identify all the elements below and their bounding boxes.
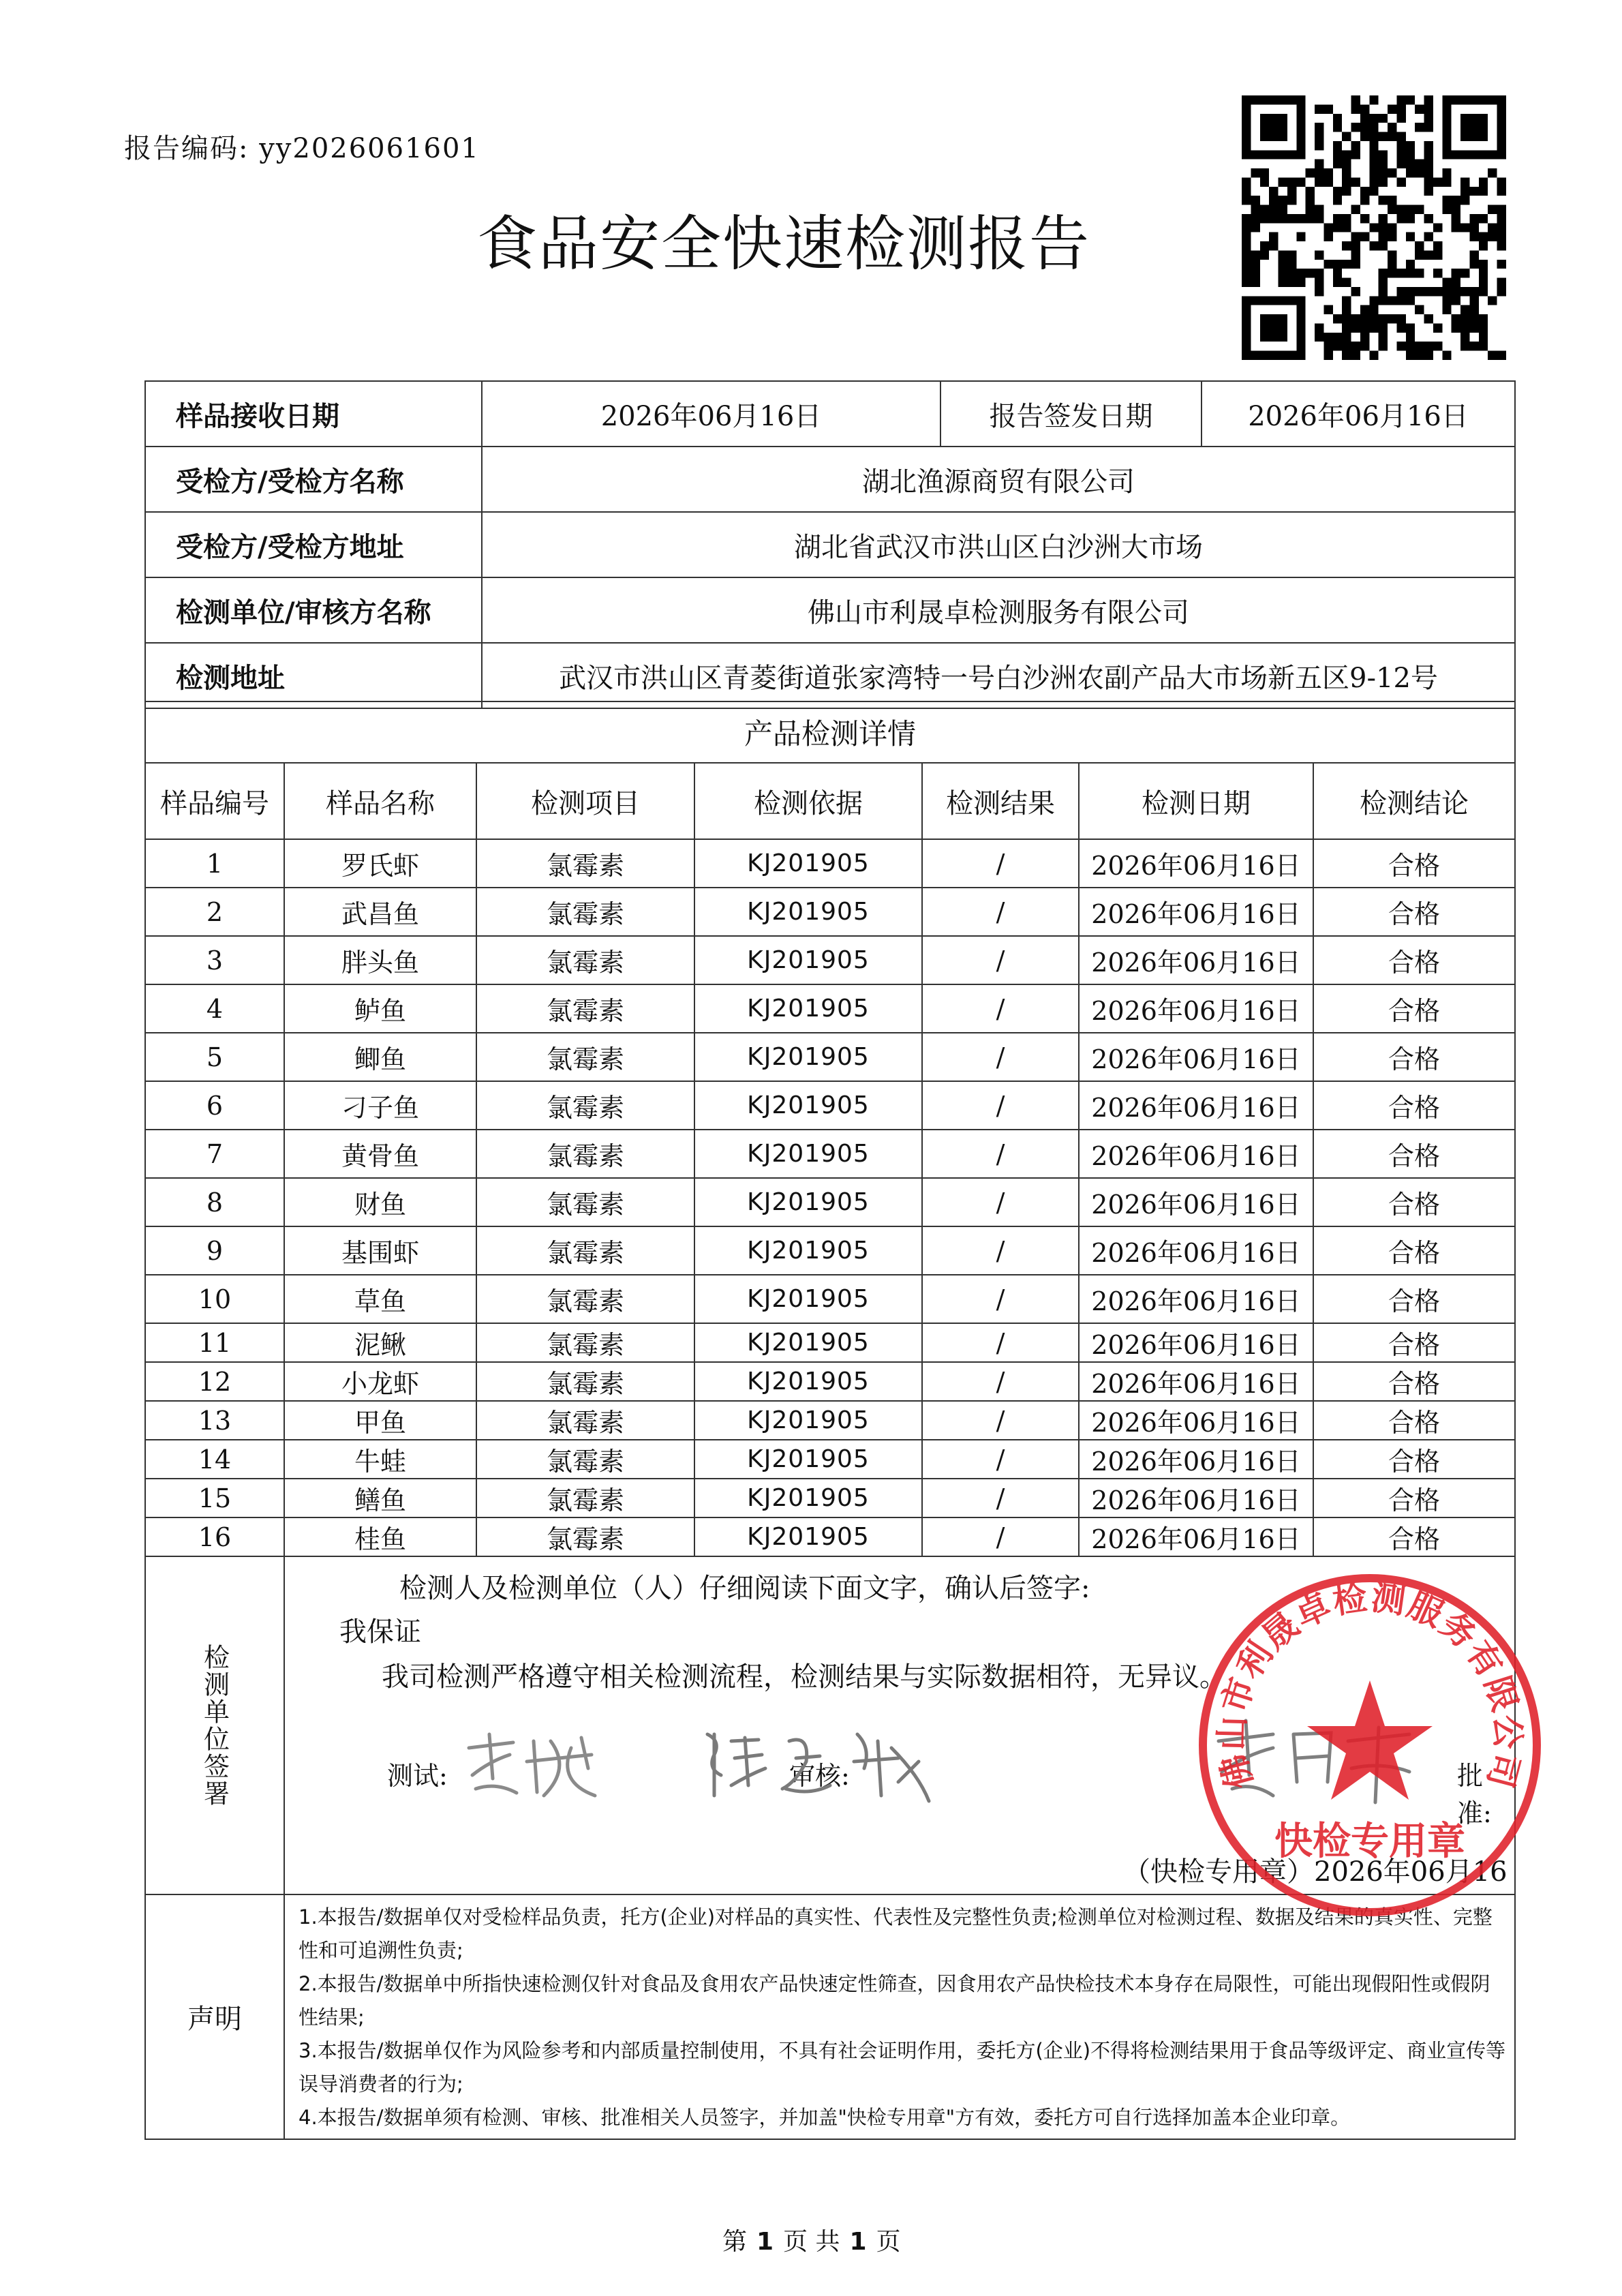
cell-test-date: 2026年06月16日 [1079,1479,1313,1517]
footer-prefix: 第 [722,2228,748,2256]
header-test-basis: 检测依据 [694,763,922,839]
cell-test-date: 2026年06月16日 [1079,1401,1313,1440]
cell-sample-no: 11 [145,1323,284,1362]
cell-sample-name: 桂鱼 [284,1517,476,1556]
cell-sample-no: 1 [145,839,284,888]
client-name-label: 受检方/受检方名称 [145,447,482,512]
cell-test-result: / [922,1440,1079,1479]
section-title: 产品检测详情 [145,701,1515,763]
page-title: 食品安全快速检测报告 [477,209,1091,279]
approver-label: 批准: [1457,1761,1492,1828]
svg-text:佛山市利晟卓检测服务有限公司: 佛山市利晟卓检测服务有限公司 [1212,1577,1528,1794]
report-info-table [144,380,1516,709]
header-test-result: 检测结果 [922,763,1079,839]
cell-conclusion: 合格 [1313,984,1515,1033]
cell-test-date: 2026年06月16日 [1079,1323,1313,1362]
issue-date-value: 2026年06月16日 [1202,381,1515,447]
cell-test-basis: KJ201905 [694,1479,922,1517]
report-number: 报告编码: yy2026061601 [124,133,480,164]
cell-test-result: / [922,1362,1079,1401]
declaration-text [284,1894,1515,2139]
cell-test-date: 2026年06月16日 [1079,1226,1313,1275]
cell-sample-name: 鲈鱼 [284,984,476,1033]
receive-date-value: 2026年06月16日 [482,381,940,447]
footer-suffix: 页 [876,2228,901,2256]
cell-test-date: 2026年06月16日 [1079,1178,1313,1226]
cell-conclusion: 合格 [1313,1401,1515,1440]
cell-test-item: 氯霉素 [476,1440,694,1479]
cell-test-result: / [922,1479,1079,1517]
cell-sample-no: 6 [145,1081,284,1130]
cell-sample-no: 2 [145,888,284,936]
cell-test-item: 氯霉素 [476,1033,694,1081]
table-row [145,1517,1515,1556]
receive-date-label: 样品接收日期 [145,381,482,447]
cell-sample-name: 鲫鱼 [284,1033,476,1081]
cell-test-item: 氯霉素 [476,1226,694,1275]
cell-sample-no: 10 [145,1275,284,1323]
cell-test-result: / [922,1033,1079,1081]
cell-test-basis: KJ201905 [694,1517,922,1556]
cell-test-basis: KJ201905 [694,1362,922,1401]
cell-sample-name: 刁子鱼 [284,1081,476,1130]
cell-test-basis: KJ201905 [694,1323,922,1362]
declaration-item: 4.本报告/数据单须有检测、审核、批准相关人员签字，并加盖"快检专用章"方有效，委托方可自行选择加盖本企业印章。 [299,2106,1351,2129]
table-row [145,839,1515,888]
table-row [145,1479,1515,1517]
cell-sample-name: 甲鱼 [284,1401,476,1440]
header-sample-no: 样品编号 [145,763,284,839]
cell-test-result: / [922,1323,1079,1362]
cell-test-item: 氯霉素 [476,1517,694,1556]
cell-test-item: 氯霉素 [476,984,694,1033]
cell-conclusion: 合格 [1313,1323,1515,1362]
cell-test-item: 氯霉素 [476,1479,694,1517]
cell-test-date: 2026年06月16日 [1079,1517,1313,1556]
signature-label: 检测单位签署 [199,1644,230,1807]
cell-test-result: / [922,1226,1079,1275]
lab-address-value: 武汉市洪山区青菱街道张家湾特一号白沙洲农副产品大市场新五区9-12号 [482,643,1515,708]
cell-conclusion: 合格 [1313,1130,1515,1178]
cell-conclusion: 合格 [1313,888,1515,936]
cell-sample-no: 14 [145,1440,284,1479]
table-row [145,936,1515,984]
cell-conclusion: 合格 [1313,936,1515,984]
cell-test-basis: KJ201905 [694,1081,922,1130]
cell-test-basis: KJ201905 [694,1401,922,1440]
cell-test-basis: KJ201905 [694,1178,922,1226]
cell-sample-name: 基围虾 [284,1226,476,1275]
client-name-value: 湖北渔源商贸有限公司 [482,447,1515,512]
cell-conclusion: 合格 [1313,1362,1515,1401]
cell-test-date: 2026年06月16日 [1079,936,1313,984]
cell-sample-no: 15 [145,1479,284,1517]
reviewer-signature-icon [694,1721,939,1809]
cell-conclusion: 合格 [1313,1178,1515,1226]
cell-conclusion: 合格 [1313,1440,1515,1479]
cell-sample-no: 5 [145,1033,284,1081]
header-conclusion: 检测结论 [1313,763,1515,839]
footer-middle: 页 共 [783,2228,840,2256]
cell-test-basis: KJ201905 [694,1033,922,1081]
table-row [145,1081,1515,1130]
table-row [145,1401,1515,1440]
cell-test-date: 2026年06月16日 [1079,1275,1313,1323]
cell-sample-name: 鳝鱼 [284,1479,476,1517]
cell-sample-no: 16 [145,1517,284,1556]
cell-sample-name: 牛蛙 [284,1440,476,1479]
table-row [145,1178,1515,1226]
cell-test-basis: KJ201905 [694,1440,922,1479]
qr-code-icon [1242,95,1506,360]
cell-sample-name: 黄骨鱼 [284,1130,476,1178]
cell-conclusion: 合格 [1313,1226,1515,1275]
issue-date-label: 报告签发日期 [940,381,1202,447]
cell-test-item: 氯霉素 [476,1130,694,1178]
lab-name-value: 佛山市利晟卓检测服务有限公司 [482,577,1515,643]
cell-test-date: 2026年06月16日 [1079,1130,1313,1178]
header-test-date: 检测日期 [1079,763,1313,839]
pledge-text: 我司检测严格遵守相关检测流程，检测结果与实际数据相符，无异议。 [382,1661,1227,1693]
declaration-item: 3.本报告/数据单仅作为风险参考和内部质量控制使用，不具有社会证明作用，委托方(企业)不得将检测结果用于食品等级评定、商业宣传等误导消费者的行为; [299,2039,1506,2096]
cell-sample-no: 13 [145,1401,284,1440]
lab-address-label: 检测地址 [145,643,482,708]
cell-test-result: / [922,888,1079,936]
signature-label-cell [145,1556,284,1894]
client-address-label: 受检方/受检方地址 [145,512,482,577]
cell-test-item: 氯霉素 [476,1362,694,1401]
cell-sample-no: 9 [145,1226,284,1275]
cell-test-basis: KJ201905 [694,1275,922,1323]
cell-test-result: / [922,984,1079,1033]
cell-conclusion: 合格 [1313,1275,1515,1323]
cell-sample-name: 小龙虾 [284,1362,476,1401]
official-seal-icon [1193,1568,1547,1922]
footer-total: 1 [849,2228,867,2256]
table-row [145,1440,1515,1479]
cell-test-item: 氯霉素 [476,888,694,936]
cell-test-basis: KJ201905 [694,839,922,888]
cell-test-basis: KJ201905 [694,888,922,936]
cell-conclusion: 合格 [1313,839,1515,888]
cell-test-item: 氯霉素 [476,1401,694,1440]
tester-signature-icon [455,1727,605,1802]
table-row [145,984,1515,1033]
cell-sample-name: 胖头鱼 [284,936,476,984]
cell-conclusion: 合格 [1313,1517,1515,1556]
cell-test-result: / [922,1130,1079,1178]
signature-instruction: 检测人及检测单位（人）仔细阅读下面文字，确认后签字: [399,1573,1090,1604]
table-row [145,1323,1515,1362]
cell-sample-name: 草鱼 [284,1275,476,1323]
lab-name-label: 检测单位/审核方名称 [145,577,482,643]
cell-sample-no: 12 [145,1362,284,1401]
cell-test-item: 氯霉素 [476,1081,694,1130]
cell-test-date: 2026年06月16日 [1079,888,1313,936]
cell-sample-no: 3 [145,936,284,984]
cell-test-result: / [922,839,1079,888]
cell-test-date: 2026年06月16日 [1079,984,1313,1033]
declaration-item: 1.本报告/数据单仅对受检样品负责，托方(企业)对样品的真实性、代表性及完整性负责;检测单位对检测过程、数据及结果的真实性、完整性和可追溯性负责; [299,1905,1493,1962]
cell-conclusion: 合格 [1313,1479,1515,1517]
table-row [145,1226,1515,1275]
cell-test-basis: KJ201905 [694,984,922,1033]
cell-test-item: 氯霉素 [476,1323,694,1362]
detection-details-table [144,701,1516,2140]
cell-test-basis: KJ201905 [694,1226,922,1275]
cell-test-date: 2026年06月16日 [1079,1081,1313,1130]
cell-sample-no: 7 [145,1130,284,1178]
cell-sample-no: 4 [145,984,284,1033]
declaration-label: 声明 [145,1894,284,2139]
cell-sample-name: 财鱼 [284,1178,476,1226]
cell-test-result: / [922,1081,1079,1130]
cell-test-item: 氯霉素 [476,1178,694,1226]
table-row [145,1130,1515,1178]
cell-sample-no: 8 [145,1178,284,1226]
page-footer [722,2222,901,2257]
cell-conclusion: 合格 [1313,1081,1515,1130]
footer-page: 1 [756,2228,774,2256]
cell-test-result: / [922,1517,1079,1556]
cell-test-result: / [922,1401,1079,1440]
cell-test-basis: KJ201905 [694,936,922,984]
client-address-value: 湖北省武汉市洪山区白沙洲大市场 [482,512,1515,577]
cell-sample-name: 罗氏虾 [284,839,476,888]
cell-conclusion: 合格 [1313,1033,1515,1081]
cell-test-result: / [922,1275,1079,1323]
cell-sample-name: 泥鳅 [284,1323,476,1362]
table-row [145,1033,1515,1081]
header-test-item: 检测项目 [476,763,694,839]
cell-test-date: 2026年06月16日 [1079,839,1313,888]
header-sample-name: 样品名称 [284,763,476,839]
cell-test-item: 氯霉素 [476,936,694,984]
table-row [145,888,1515,936]
cell-test-result: / [922,936,1079,984]
table-row [145,1275,1515,1323]
cell-test-basis: KJ201905 [694,1130,922,1178]
svg-text:快检专用章: 快检专用章 [1274,1819,1465,1864]
cell-test-item: 氯霉素 [476,1275,694,1323]
cell-sample-name: 武昌鱼 [284,888,476,936]
declaration-item: 2.本报告/数据单中所指快速检测仅针对食品及食用农产品快速定性筛查，因食用农产品快检技术本身存在局限性，可能出现假阳性或假阴性结果; [299,1972,1490,2029]
cell-test-date: 2026年06月16日 [1079,1440,1313,1479]
tester-label: 测试: [387,1761,448,1791]
pledge-intro: 我保证 [339,1616,421,1648]
cell-test-date: 2026年06月16日 [1079,1362,1313,1401]
cell-test-date: 2026年06月16日 [1079,1033,1313,1081]
cell-test-result: / [922,1178,1079,1226]
cell-test-item: 氯霉素 [476,839,694,888]
reviewer-label: 审核: [789,1761,850,1791]
table-row [145,1362,1515,1401]
stamp-note: （快检专用章）2026年06月16 [1123,1856,1508,1888]
